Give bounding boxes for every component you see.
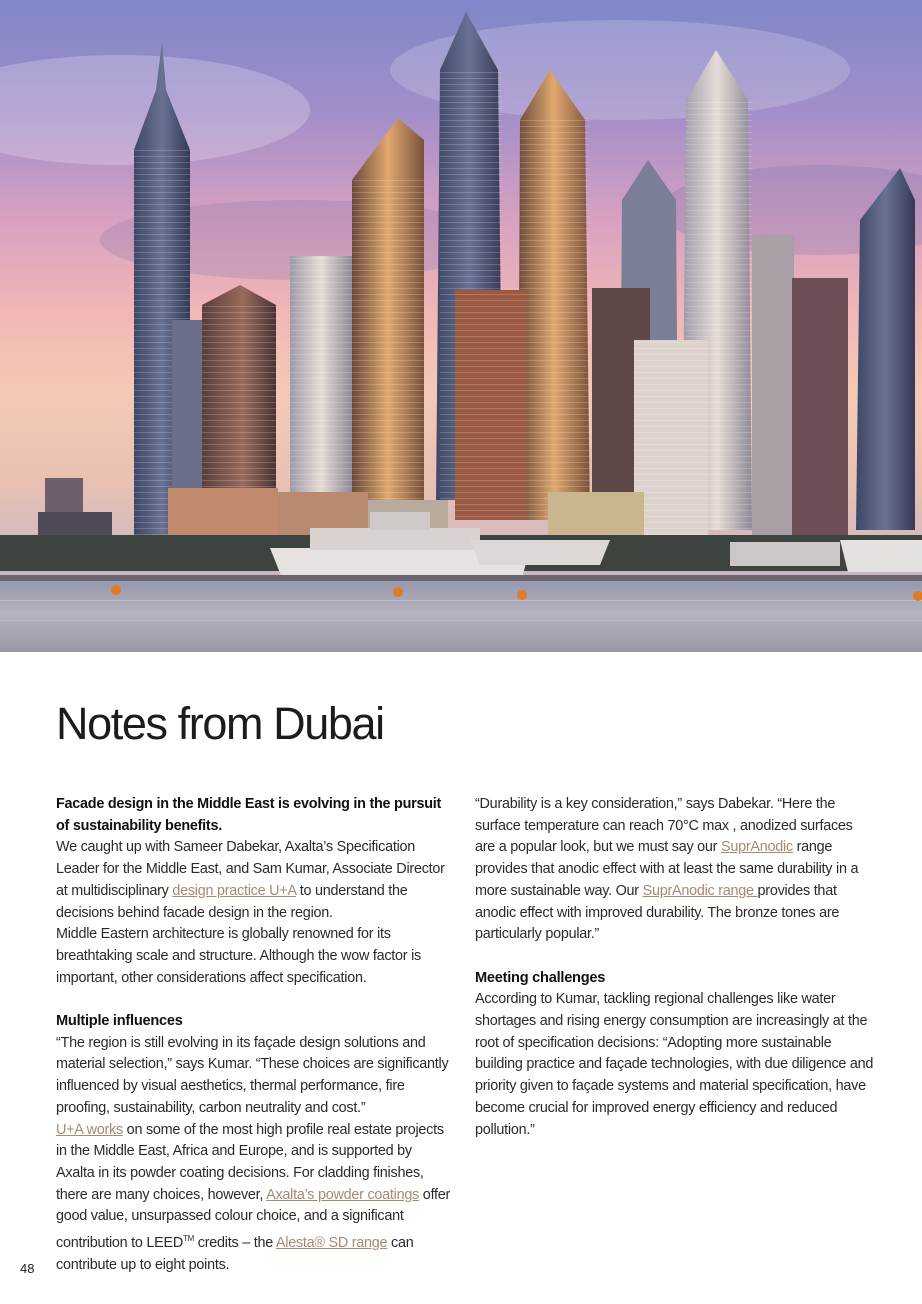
article-title: Notes from Dubai — [56, 698, 384, 749]
intro-text-a: We caught up with Sameer Dabekar, Axalta’s Specification Leader for the Middle East, and Sam Kumar, Associate Director at multidisciplinary — [56, 839, 445, 899]
u-a-text-b: offer good value, unsurpassed colour choice, and a significant contribution to LEED — [56, 1186, 451, 1251]
supranodic-range-link[interactable]: SuprAnodic range — [642, 882, 758, 899]
challenges-paragraph: According to Kumar, tackling regional challenges like water shortages and rising energy consumption are increasingly at the root of specification decisions: “Adopting more sustainable building practice and façade technologies, with due diligence and priority given to façade systems and material specification, have become crucial for improved energy efficiency and reduced pollution.” — [475, 991, 874, 1138]
intro-paragraph-1 — [56, 837, 451, 924]
section-heading-multiple-influences: Multiple influences — [56, 1013, 183, 1030]
durability-paragraph — [475, 794, 875, 946]
u-a-works-link[interactable]: U+A works — [56, 1121, 123, 1138]
durability-text-a: “Durability is a key consideration,” says Dabekar. “Here the surface temperature can reach 70°C max , anodized surfaces are a popular look, but we must say our — [475, 796, 853, 856]
u-a-text-c: credits – the — [194, 1234, 276, 1251]
influences-quote-paragraph: “The region is still evolving in its façade design solutions and material selection,” says Kumar. “These choices are significantly influenced by visual aesthetics, thermal performance, fire proofing, sustainability, carbon neutrality and cost.” — [56, 1034, 449, 1116]
supranodic-link[interactable]: SuprAnodic — [720, 839, 793, 856]
alesta-sd-range-link[interactable]: Alesta® SD range — [275, 1234, 388, 1251]
intro-text-b: to understand the decisions behind facade design in the region. — [56, 882, 408, 921]
design-practice-link[interactable]: design practice U+A — [172, 882, 296, 899]
left-column — [56, 794, 451, 1276]
u-a-text-d: can contribute up to eight points. — [56, 1234, 414, 1273]
trademark-superscript: TM — [183, 1234, 195, 1244]
u-a-text-a: on some of the most high profile real estate projects in the Middle East, Africa and Europe, and is supported by Axalta in its powder coating decisions. For cladding finishes, there are many choices, however, — [56, 1121, 444, 1203]
axalta-powder-coatings-link[interactable]: Axalta’s powder coatings — [266, 1186, 420, 1203]
paragraph-gap — [475, 946, 875, 968]
u-a-paragraph — [56, 1120, 451, 1277]
durability-text-c: provides that anodic effect with improved durability. The bronze tones are particularly popular.” — [475, 882, 840, 943]
section-heading-meeting-challenges: Meeting challenges — [475, 969, 606, 986]
durability-text-b: range provides that anodic effect with at least the same durability in a more sustainable way. Our — [475, 839, 859, 899]
lead-paragraph: Facade design in the Middle East is evolving in the pursuit of sustainability benefits. — [56, 796, 442, 834]
paragraph-gap — [56, 989, 451, 1011]
intro-paragraph-2: Middle Eastern architecture is globally renowned for its breathtaking scale and structure. Although the wow factor is important, other considerations affect specification. — [56, 926, 421, 986]
right-column — [475, 794, 875, 1141]
page-number: 48 — [20, 1261, 35, 1276]
